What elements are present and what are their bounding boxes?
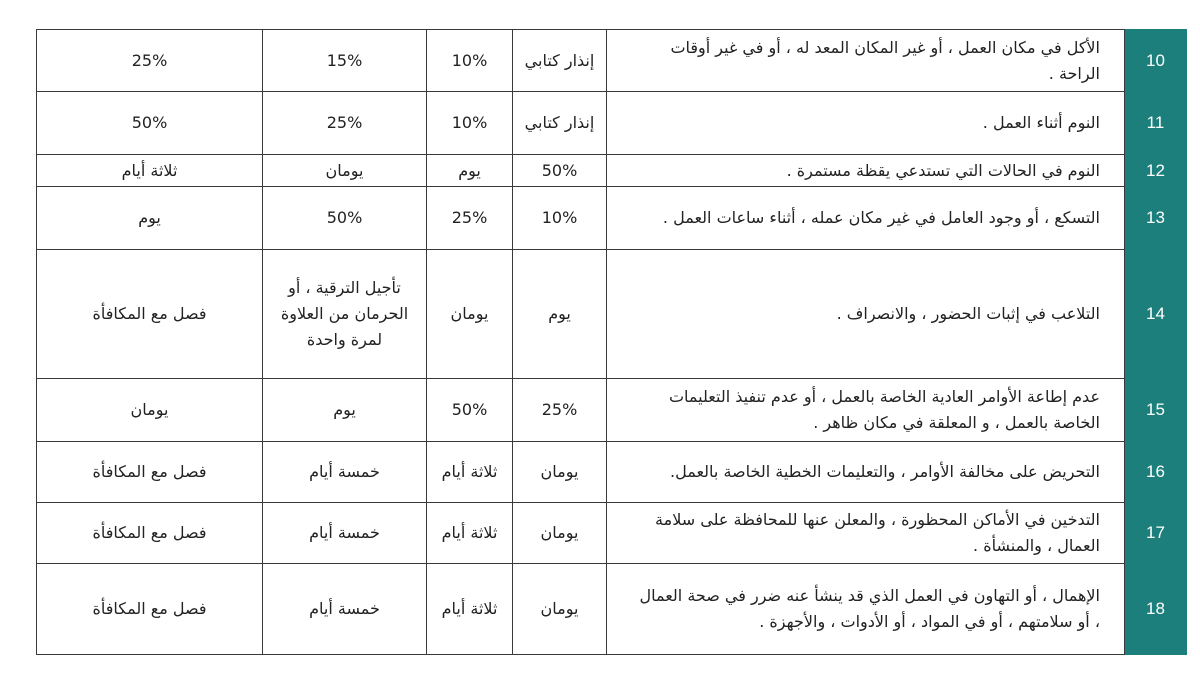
row-number: 12 bbox=[1125, 155, 1187, 187]
table-row bbox=[37, 564, 1187, 655]
violation-description: النوم أثناء العمل . bbox=[607, 92, 1125, 155]
row-number: 18 bbox=[1125, 564, 1187, 655]
violation-description: الأكل في مكان العمل ، أو غير المكان المعد له ، أو في غير أوقات الراحة . bbox=[607, 30, 1125, 92]
row-number: 10 bbox=[1125, 30, 1187, 92]
penalty-fourth-occurrence: يوم bbox=[37, 187, 263, 250]
row-number: 16 bbox=[1125, 442, 1187, 503]
penalty-second-occurrence: ثلاثة أيام bbox=[427, 564, 513, 655]
penalty-first-occurrence: يومان bbox=[513, 442, 607, 503]
penalty-fourth-occurrence: ثلاثة أيام bbox=[37, 155, 263, 187]
violations-penalties-table bbox=[36, 29, 1187, 655]
row-number: 13 bbox=[1125, 187, 1187, 250]
penalty-third-occurrence: تأجيل الترقية ، أو الحرمان من العلاوة لمرة واحدة bbox=[263, 250, 427, 379]
table-body bbox=[37, 30, 1187, 655]
table-row bbox=[37, 379, 1187, 442]
penalty-first-occurrence: يومان bbox=[513, 503, 607, 564]
row-number: 17 bbox=[1125, 503, 1187, 564]
penalty-first-occurrence: إنذار كتابي bbox=[513, 92, 607, 155]
violation-description: التسكع ، أو وجود العامل في غير مكان عمله ، أثناء ساعات العمل . bbox=[607, 187, 1125, 250]
penalty-second-occurrence: يومان bbox=[427, 250, 513, 379]
penalty-fourth-occurrence: 25% bbox=[37, 30, 263, 92]
violation-description: التدخين في الأماكن المحظورة ، والمعلن عنها للمحافظة على سلامة العمال ، والمنشأة . bbox=[607, 503, 1125, 564]
table-row bbox=[37, 250, 1187, 379]
penalty-third-occurrence: خمسة أيام bbox=[263, 503, 427, 564]
table-row bbox=[37, 442, 1187, 503]
penalty-fourth-occurrence: فصل مع المكافأة bbox=[37, 503, 263, 564]
penalty-fourth-occurrence: فصل مع المكافأة bbox=[37, 564, 263, 655]
table-row bbox=[37, 503, 1187, 564]
violation-description: النوم في الحالات التي تستدعي يقظة مستمرة . bbox=[607, 155, 1125, 187]
table-row bbox=[37, 155, 1187, 187]
penalty-first-occurrence: 10% bbox=[513, 187, 607, 250]
penalty-second-occurrence: يوم bbox=[427, 155, 513, 187]
table-row bbox=[37, 30, 1187, 92]
violations-table-container bbox=[36, 29, 1186, 655]
penalty-first-occurrence: 25% bbox=[513, 379, 607, 442]
violation-description: التلاعب في إثبات الحضور ، والانصراف . bbox=[607, 250, 1125, 379]
penalty-fourth-occurrence: فصل مع المكافأة bbox=[37, 442, 263, 503]
penalty-first-occurrence: يوم bbox=[513, 250, 607, 379]
penalty-third-occurrence: 25% bbox=[263, 92, 427, 155]
penalty-third-occurrence: 15% bbox=[263, 30, 427, 92]
row-number: 14 bbox=[1125, 250, 1187, 379]
row-number: 11 bbox=[1125, 92, 1187, 155]
penalty-third-occurrence: خمسة أيام bbox=[263, 564, 427, 655]
violation-description: عدم إطاعة الأوامر العادية الخاصة بالعمل ، أو عدم تنفيذ التعليمات الخاصة بالعمل ، و المعلقة في مكان ظاهر . bbox=[607, 379, 1125, 442]
penalty-third-occurrence: يومان bbox=[263, 155, 427, 187]
penalty-fourth-occurrence: 50% bbox=[37, 92, 263, 155]
penalty-first-occurrence: إنذار كتابي bbox=[513, 30, 607, 92]
penalty-second-occurrence: ثلاثة أيام bbox=[427, 503, 513, 564]
penalty-second-occurrence: 50% bbox=[427, 379, 513, 442]
penalty-fourth-occurrence: فصل مع المكافأة bbox=[37, 250, 263, 379]
penalty-third-occurrence: 50% bbox=[263, 187, 427, 250]
violation-description: التحريض على مخالفة الأوامر ، والتعليمات الخطية الخاصة بالعمل. bbox=[607, 442, 1125, 503]
row-number: 15 bbox=[1125, 379, 1187, 442]
penalty-third-occurrence: يوم bbox=[263, 379, 427, 442]
penalty-first-occurrence: 50% bbox=[513, 155, 607, 187]
penalty-second-occurrence: 25% bbox=[427, 187, 513, 250]
penalty-second-occurrence: 10% bbox=[427, 30, 513, 92]
table-row bbox=[37, 187, 1187, 250]
violation-description: الإهمال ، أو التهاون في العمل الذي قد ينشأ عنه ضرر في صحة العمال ، أو سلامتهم ، أو في المواد ، أو الأدوات ، والأجهزة . bbox=[607, 564, 1125, 655]
penalty-fourth-occurrence: يومان bbox=[37, 379, 263, 442]
penalty-first-occurrence: يومان bbox=[513, 564, 607, 655]
penalty-second-occurrence: ثلاثة أيام bbox=[427, 442, 513, 503]
penalty-third-occurrence: خمسة أيام bbox=[263, 442, 427, 503]
penalty-second-occurrence: 10% bbox=[427, 92, 513, 155]
table-row bbox=[37, 92, 1187, 155]
